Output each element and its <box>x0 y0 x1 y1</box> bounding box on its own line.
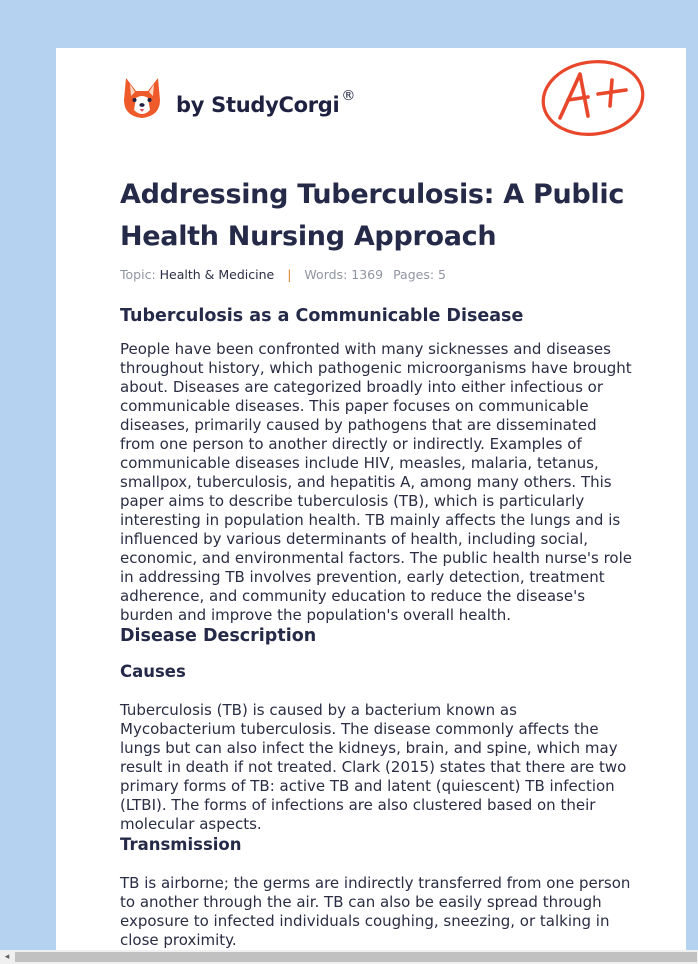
grade-badge <box>538 58 648 144</box>
pages-count: 5 <box>438 267 446 282</box>
topic-label: Topic: <box>120 267 156 282</box>
section-heading: Disease Description <box>120 626 317 646</box>
section-paragraph: People have been confronted with many sicknesses and diseases throughout history, which pathogenic microorganisms have brought about. Diseases are categorized broadly into either infectious or communicable diseases. This paper focuses on communicable diseases, primarily caused by pathogens that are disseminated from one person to another directly or indirectly. Examples of communicable diseases include HIV, measles, malaria, tetanus, smallpox, tuberculosis, and hepatitis A, among many others. This paper aims to describe tuberculosis (TB), which is particularly interesting in population health. TB mainly affects the lungs and is influenced by various determinants of health, including social, economic, and environmental factors. The public health nurse's role in addressing TB involves prevention, early detection, treatment adherence, and community education to reduce the disease's burden and improve the population's overall health. <box>120 340 632 624</box>
section-paragraph: Tuberculosis (TB) is caused by a bacterium known as Mycobacterium tuberculosis. The disease commonly affects the lungs but can also infect the kidneys, brain, and spine, which may result in death if not treated. Clark (2015) states that there are two primary forms of TB: active TB and latent (quiescent) TB infection (LTBI). The forms of infections are also clustered based on their molecular aspects. <box>120 701 627 833</box>
section-heading: Tuberculosis as a Communicable Disease <box>120 306 524 326</box>
pages-label: Pages: <box>393 267 435 282</box>
subsection-heading: Transmission <box>120 835 242 854</box>
article-title: Addressing Tuberculosis: A Public Health Nursing Approach <box>120 179 625 252</box>
document-page <box>56 48 686 950</box>
a-plus-grade-icon <box>538 58 648 140</box>
horizontal-scrollbar[interactable] <box>0 950 698 964</box>
scrollbar-thumb[interactable] <box>15 952 697 962</box>
corgi-icon <box>122 76 162 120</box>
meta-separator: | <box>287 267 292 282</box>
article <box>120 174 632 950</box>
section-paragraph: TB is airborne; the germs are indirectly transferred from one person to another through the air. TB can also be easily spread through exposure to infected individuals coughing, sneezing, or talking in close proximity. <box>120 874 631 949</box>
studycorgi-logo[interactable] <box>122 76 355 120</box>
subsection-heading: Causes <box>120 662 186 681</box>
brand-name: by StudyCorgi ® <box>176 87 356 117</box>
registered-mark: ® <box>341 87 356 104</box>
article-meta <box>120 267 632 287</box>
scroll-left-arrow-icon[interactable]: ◂ <box>4 952 10 962</box>
words-count: 1369 <box>351 267 384 282</box>
words-label: Words: <box>304 267 348 282</box>
topic-link[interactable]: Health & Medicine <box>159 267 275 282</box>
